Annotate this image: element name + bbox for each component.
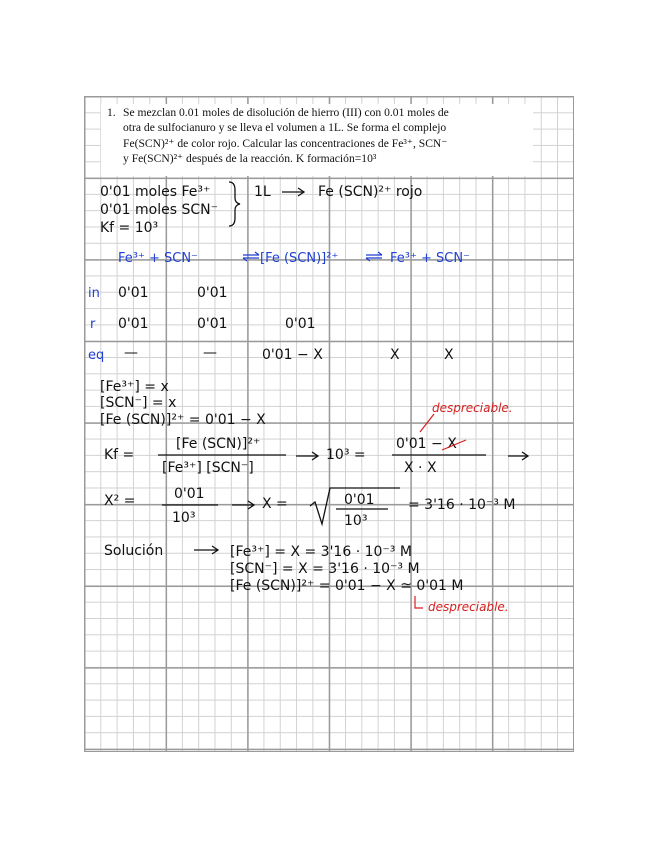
conc-scn: [SCN⁻] = x: [100, 395, 177, 411]
arrow-solve: [232, 501, 254, 509]
brace: [229, 182, 240, 226]
solve-den: 10³: [172, 510, 196, 526]
reaction-rhs: Fe³⁺ + SCN⁻: [390, 251, 470, 266]
kf-given: Kf = 10³: [100, 220, 159, 236]
volume: 1L: [254, 184, 271, 200]
solution-complex: [Fe (SCN)]²⁺ = 0'01 − X ≃ 0'01 M: [230, 578, 464, 594]
equilibrium-arrow-1: [243, 252, 259, 261]
x-squared: X² =: [104, 493, 136, 509]
solution-scn: [SCN⁻] = X = 3'16 · 10⁻³ M: [230, 561, 420, 577]
solution-fe: [Fe³⁺] = X = 3'16 · 10⁻³ M: [230, 544, 412, 560]
solution-label: Solución: [104, 543, 164, 559]
arrow-next: [508, 452, 528, 460]
conc-fe: [Fe³⁺] = x: [100, 379, 169, 395]
problem-line-4: y Fe(SCN)²⁺ después de la reacción. K formación=10³: [123, 152, 377, 166]
kf-value: 10³ =: [326, 447, 366, 463]
moles-fe: 0'01 moles Fe³⁺: [100, 184, 211, 200]
row-r-fe: 0'01: [118, 316, 149, 332]
problem-line-3: Fe(SCN)²⁺ de color rojo. Calcular las concentraciones de Fe³⁺, SCN⁻: [123, 136, 448, 150]
kf-numerator: [Fe (SCN)]²⁺: [176, 436, 261, 452]
row-in-scn: 0'01: [197, 285, 228, 301]
problem-line-1: Se mezclan 0.01 moles de disolución de hierro (III) con 0.01 moles de: [123, 106, 449, 119]
arrow-solution: [194, 546, 218, 554]
row-eq-fe: —: [124, 345, 138, 361]
row-eq-scn: —: [203, 345, 217, 361]
equilibrium-arrow-2: [366, 252, 382, 261]
x-eq: X =: [262, 496, 288, 512]
row-eq-label: eq: [88, 348, 105, 363]
moles-scn: 0'01 moles SCN⁻: [100, 202, 218, 218]
conc-complex: [Fe (SCN)]²⁺ = 0'01 − X: [100, 412, 266, 428]
row-r-complex: 0'01: [285, 316, 316, 332]
arrow-kf: [296, 452, 318, 460]
sqrt-den: 10³: [344, 513, 368, 529]
solve-num: 0'01: [174, 486, 205, 502]
reaction-complex: [Fe (SCN)]²⁺: [260, 251, 339, 266]
product-complex: Fe (SCN)²⁺ rojo: [318, 184, 423, 200]
problem-number: 1.: [107, 106, 116, 119]
row-in-fe: 0'01: [118, 285, 149, 301]
kf-lhs: Kf =: [104, 447, 135, 463]
row-eq-complex: 0'01 − X: [262, 347, 323, 363]
reaction-lhs: Fe³⁺ + SCN⁻: [118, 251, 198, 266]
red-arrow-despreciable: [420, 414, 434, 432]
kf-numerator-2: 0'01 − X: [396, 436, 457, 452]
red-arrow-solution: [415, 596, 423, 608]
note-despreciable: despreciable.: [432, 401, 513, 415]
kf-denominator-2: X · X: [404, 460, 437, 476]
row-r-scn: 0'01: [197, 316, 228, 332]
solution-note: despreciable.: [428, 600, 509, 614]
sqrt-num: 0'01: [344, 492, 375, 508]
kf-denominator: [Fe³⁺] [SCN⁻]: [162, 460, 254, 476]
solve-result: = 3'16 · 10⁻³ M: [408, 497, 516, 513]
row-r-label: r: [90, 317, 96, 332]
arrow-product: [282, 188, 304, 196]
row-eq-fe2: X: [390, 347, 400, 363]
row-eq-scn2: X: [444, 347, 454, 363]
problem-line-2: otra de sulfocianuro y se lleva el volumen a 1L. Se forma el complejo: [123, 121, 447, 135]
row-in-label: in: [88, 286, 100, 301]
